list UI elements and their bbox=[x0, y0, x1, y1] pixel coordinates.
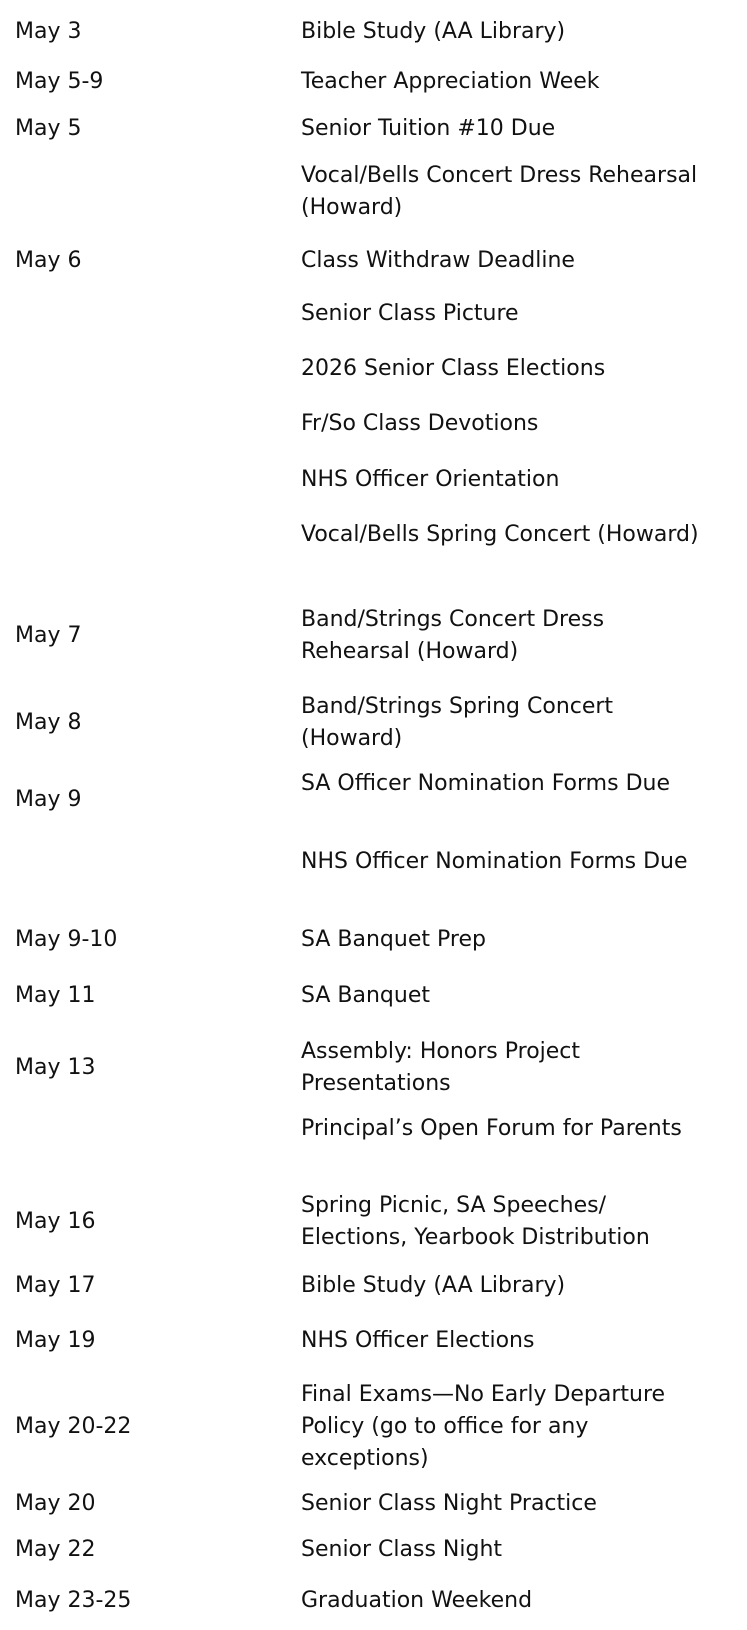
event-row bbox=[0, 768, 747, 832]
event-description: Senior Tuition #10 Due bbox=[301, 116, 556, 141]
event-row bbox=[0, 1113, 747, 1177]
event-row bbox=[0, 1036, 747, 1100]
event-description: Final Exams—No Early Departure Policy (go to office for any exceptions) bbox=[301, 1382, 666, 1471]
event-description: NHS Officer Orientation bbox=[301, 467, 560, 492]
event-row bbox=[0, 353, 747, 385]
event-description: Teacher Appreciation Week bbox=[301, 69, 600, 94]
event-description: Bible Study (AA Library) bbox=[301, 19, 566, 44]
event-description: NHS Officer Elections bbox=[301, 1328, 535, 1353]
event-row bbox=[0, 604, 747, 668]
event-date: May 5-9 bbox=[15, 69, 104, 94]
event-row bbox=[0, 1379, 747, 1475]
event-date: May 23-25 bbox=[15, 1588, 132, 1613]
event-row bbox=[0, 408, 747, 440]
event-row bbox=[0, 464, 747, 496]
event-description: Vocal/Bells Concert Dress Rehearsal (Howard) bbox=[301, 163, 698, 220]
event-date: May 17 bbox=[15, 1273, 96, 1298]
event-description: Senior Class Picture bbox=[301, 301, 519, 326]
event-date: May 3 bbox=[15, 19, 82, 44]
event-row bbox=[0, 691, 747, 755]
event-row bbox=[0, 1270, 747, 1302]
event-row bbox=[0, 519, 747, 583]
event-row bbox=[0, 245, 747, 277]
event-row bbox=[0, 1190, 747, 1254]
event-row bbox=[0, 113, 747, 145]
event-description: Class Withdraw Deadline bbox=[301, 248, 575, 273]
event-date: May 20 bbox=[15, 1491, 96, 1516]
event-date: May 5 bbox=[15, 116, 82, 141]
event-date: May 16 bbox=[15, 1209, 96, 1234]
event-row bbox=[0, 1585, 747, 1617]
event-date: May 11 bbox=[15, 983, 96, 1008]
event-description: Principal’s Open Forum for Parents bbox=[301, 1116, 682, 1141]
event-description: SA Banquet Prep bbox=[301, 927, 486, 952]
event-row bbox=[0, 16, 747, 48]
event-description: Graduation Weekend bbox=[301, 1588, 533, 1613]
event-row bbox=[0, 1488, 747, 1520]
event-row bbox=[0, 924, 747, 956]
event-row bbox=[0, 846, 747, 910]
event-date: May 20-22 bbox=[15, 1414, 132, 1439]
event-row bbox=[0, 160, 747, 224]
event-date: May 9 bbox=[15, 787, 82, 812]
event-date: May 6 bbox=[15, 248, 82, 273]
event-row bbox=[0, 980, 747, 1012]
event-date: May 19 bbox=[15, 1328, 96, 1353]
event-description: Senior Class Night bbox=[301, 1537, 503, 1562]
event-row bbox=[0, 1534, 747, 1566]
event-date: May 9-10 bbox=[15, 927, 118, 952]
event-date: May 22 bbox=[15, 1537, 96, 1562]
event-description: Fr/So Class Devotions bbox=[301, 411, 539, 436]
event-description: Assembly: Honors Project Presentations bbox=[301, 1039, 581, 1096]
event-description: 2026 Senior Class Elections bbox=[301, 356, 606, 381]
event-description: Bible Study (AA Library) bbox=[301, 1273, 566, 1298]
event-row bbox=[0, 66, 747, 98]
event-row bbox=[0, 298, 747, 330]
event-description: Spring Picnic, SA Speeches/ Elections, Yearbook Distribution bbox=[301, 1193, 650, 1250]
event-description: Band/Strings Spring Concert (Howard) bbox=[301, 694, 614, 751]
event-date: May 13 bbox=[15, 1055, 96, 1080]
event-description: Senior Class Night Practice bbox=[301, 1491, 597, 1516]
event-row bbox=[0, 1325, 747, 1357]
event-date: May 8 bbox=[15, 710, 82, 735]
event-date: May 7 bbox=[15, 623, 82, 648]
event-description: Vocal/Bells Spring Concert (Howard) bbox=[301, 522, 699, 547]
event-description: Band/Strings Concert Dress Rehearsal (Howard) bbox=[301, 607, 605, 664]
event-description: SA Officer Nomination Forms Due bbox=[301, 771, 670, 796]
event-description: SA Banquet bbox=[301, 983, 431, 1008]
event-description: NHS Officer Nomination Forms Due bbox=[301, 849, 688, 874]
